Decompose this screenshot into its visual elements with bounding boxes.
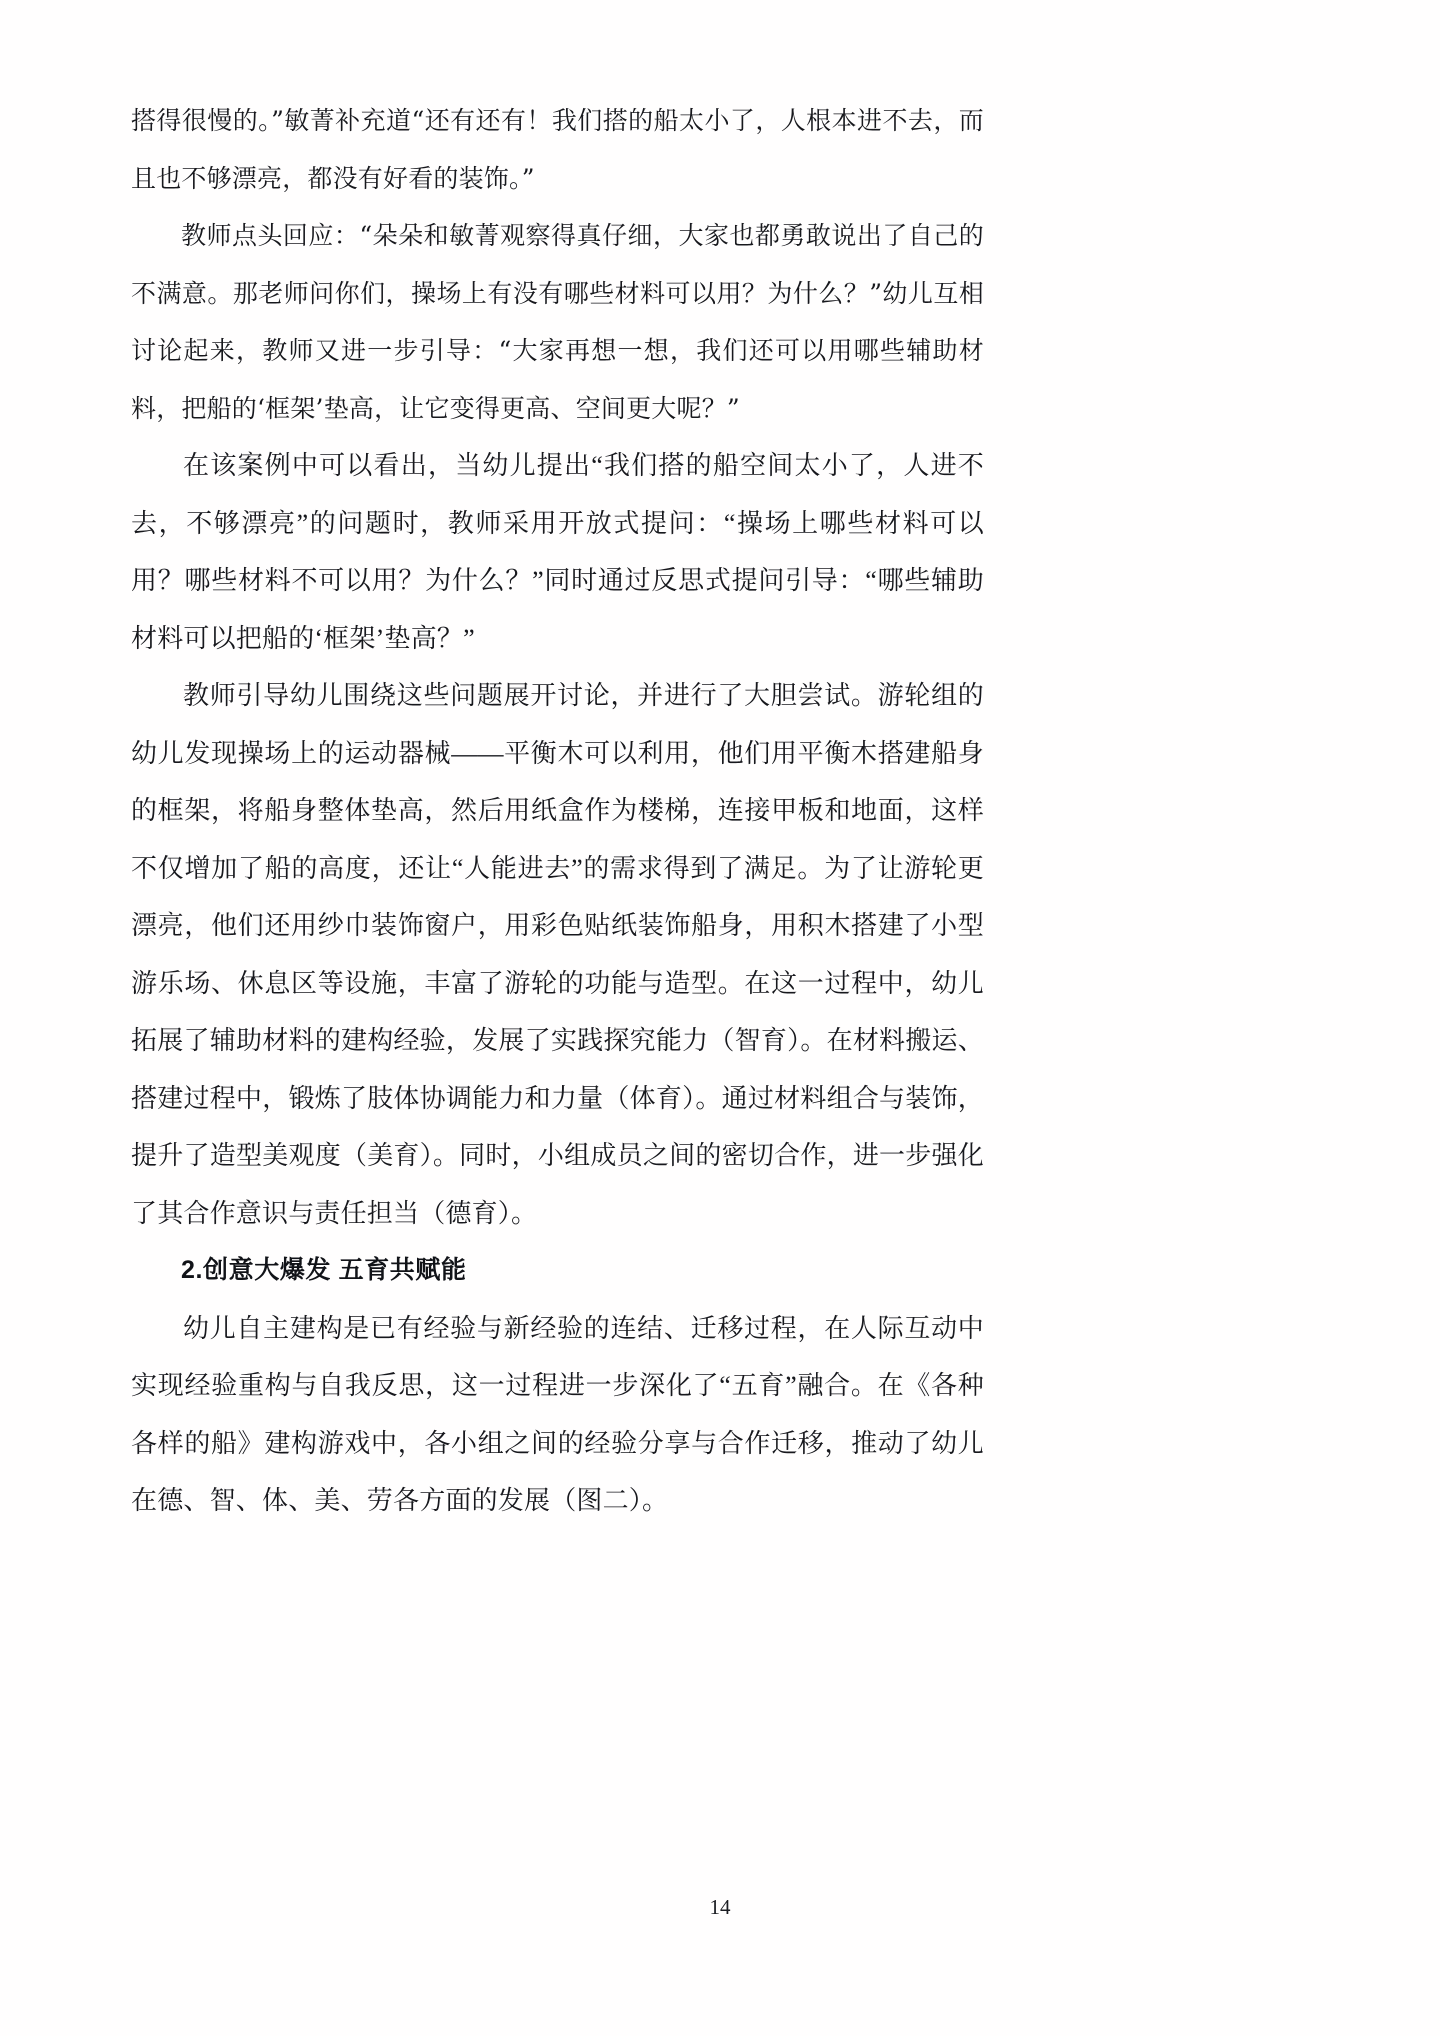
paragraph-teacher-guidance-outcome: 教师引导幼儿围绕这些问题展开讨论，并进行了大胆尝试。游轮组的幼儿发现操场上的运动器械——平衡木可以利用，他们用平衡木搭建船身的框架，将船身整体垫高，然后用纸盒作为楼梯，连接甲板和地面，这样不仅增加了船的高度，还让“人能进去”的需求得到了满足。为了让游轮更漂亮，他们还用纱巾装饰窗户，用彩色贴纸装饰船身，用积木搭建了小型游乐场、休息区等设施，丰富了游轮的功能与造型。在这一过程中，幼儿拓展了辅助材料的建构经验，发展了实践探究能力（智育）。在材料搬运、搭建过程中，锻炼了肢体协调能力和力量（体育）。通过材料组合与装饰，提升了造型美观度（美育）。同时，小组成员之间的密切合作，进一步强化了其合作意识与责任担当（德育）。 [131,681,984,1228]
paragraph-dialogue-continuation: 搭得很慢的。”敏菁补充道“还有还有！我们搭的船太小了，人根本进不去，而且也不够漂亮，都没有好看的装饰。” [131,106,984,193]
paragraph-teacher-response: 教师点头回应：“朵朵和敏菁观察得真仔细，大家也都勇敢说出了自己的不满意。那老师问你们，操场上有没有哪些材料可以用？为什么？”幼儿互相讨论起来，教师又进一步引导：“大家再想一想，我们还可以用哪些辅助材料，把船的‘框架’垫高，让它变得更高、空间更大呢？” [131,221,984,423]
paragraph-case-analysis: 在该案例中可以看出，当幼儿提出“我们搭的船空间太小了，人进不去，不够漂亮”的问题时，教师采用开放式提问：“操场上哪些材料可以用？哪些材料不可以用？为什么？”同时通过反思式提问引导：“哪些辅助材料可以把船的‘框架’垫高？” [131,451,984,653]
paragraph-self-construction: 幼儿自主建构是已有经验与新经验的连结、迁移过程，在人际互动中实现经验重构与自我反思，这一过程进一步深化了“五育”融合。在《各种各样的船》建构游戏中，各小组之间的经验分享与合作迁移，推动了幼儿在德、智、体、美、劳各方面的发展（图二）。 [131,1313,984,1515]
page-content-area [131,92,984,1530]
section-heading-2: 2.创意大爆发 五育共赋能 [181,1256,467,1284]
page-number: 14 [709,1895,731,1919]
